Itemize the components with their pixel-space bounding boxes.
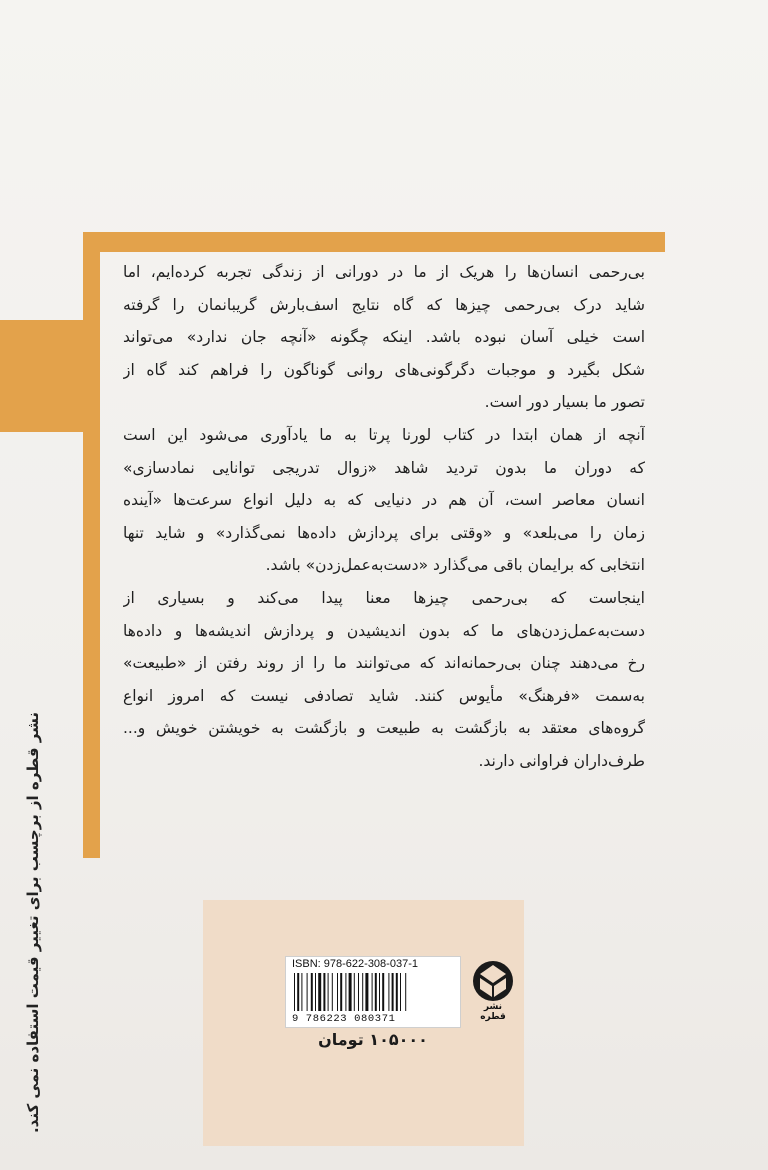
blurb-line: اینجاست که بی‌رحمی چیزها معنا پیدا می‌کند و بسیاری از — [123, 588, 645, 607]
blurb-line: آنچه از همان ابتدا در کتاب لورنا پرتا به ما یادآوری می‌شود این است — [123, 425, 645, 444]
blurb-line: طرف‌داران فراوانی دارند. — [478, 751, 645, 770]
isbn-text: ISBN: 978-622-308-037-1 — [292, 958, 418, 970]
blurb-text — [123, 256, 645, 778]
barcode-icon — [292, 973, 452, 1011]
blurb-line: رخ می‌دهند چنان بی‌رحمانه‌اند که می‌توانند ما را از روند رفتن از «طبیعت» — [123, 654, 645, 673]
blurb-line: انتخابی که برایمان باقی می‌گذارد «دست‌به‌عمل‌زدن» باشد. — [265, 556, 645, 575]
publisher-logo — [472, 960, 514, 1020]
blurb-line: شاید درک بی‌رحمی چیزها که گاه نتایج اسف‌بارش گریبانمان را گرفته — [123, 295, 645, 314]
blurb-line: به‌سمت «فرهنگ» مأیوس کنند. شاید تصادفی نیست که امروز انواع — [123, 686, 645, 705]
blurb-line: گروه‌های معتقد به بازگشت به طبیعت و بازگشت به خویشتن خویش و... — [123, 719, 645, 738]
publisher-logo-caption: نشر قطره — [480, 1002, 506, 1022]
blurb-line: دست‌به‌عمل‌زدن‌های ما که بدون اندیشیدن و پردازش اندیشه‌ها و داده‌ها — [123, 621, 645, 640]
blurb-line: بی‌رحمی انسان‌ها را هریک از ما در دورانی از زندگی تجربه کرده‌ایم، اما — [123, 263, 645, 281]
barcode-number: 9 786223 080371 — [292, 1013, 396, 1025]
price-label: ۱۰۵۰۰۰ تومان — [318, 1030, 428, 1049]
blurb-line: زمان را می‌بلعد» و «وقتی برای پردازش داده‌ها نمی‌گذارد» و شاید تنها — [123, 523, 645, 542]
barcode-panel — [285, 956, 461, 1028]
blurb-line: تصور ما بسیار دور است. — [484, 393, 645, 412]
price-sticker-notice: نشر قطره از برچسب برای تغییر قیمت استفاده نمی کند. — [24, 712, 42, 1134]
publisher-logo-icon — [472, 960, 514, 1002]
orange-band-tab — [0, 320, 83, 432]
blurb-line: است خیلی آسان نبوده باشد. اینکه چگونه «آنچه جان ندارد» می‌تواند — [123, 328, 645, 347]
orange-band-left — [83, 232, 100, 858]
blurb-line: که دوران ما بدون تردید شاهد «زوال تدریجی توانایی نمادسازی» — [123, 458, 645, 477]
blurb-line: انسان معاصر است، آن هم در دنیایی که به دلیل انواع سرعت‌ها «آینده — [123, 491, 645, 510]
orange-band-top — [83, 232, 665, 252]
blurb-line: شکل بگیرد و موجبات دگرگونی‌های روانی گوناگون را فراهم کند گاه از — [123, 360, 645, 379]
